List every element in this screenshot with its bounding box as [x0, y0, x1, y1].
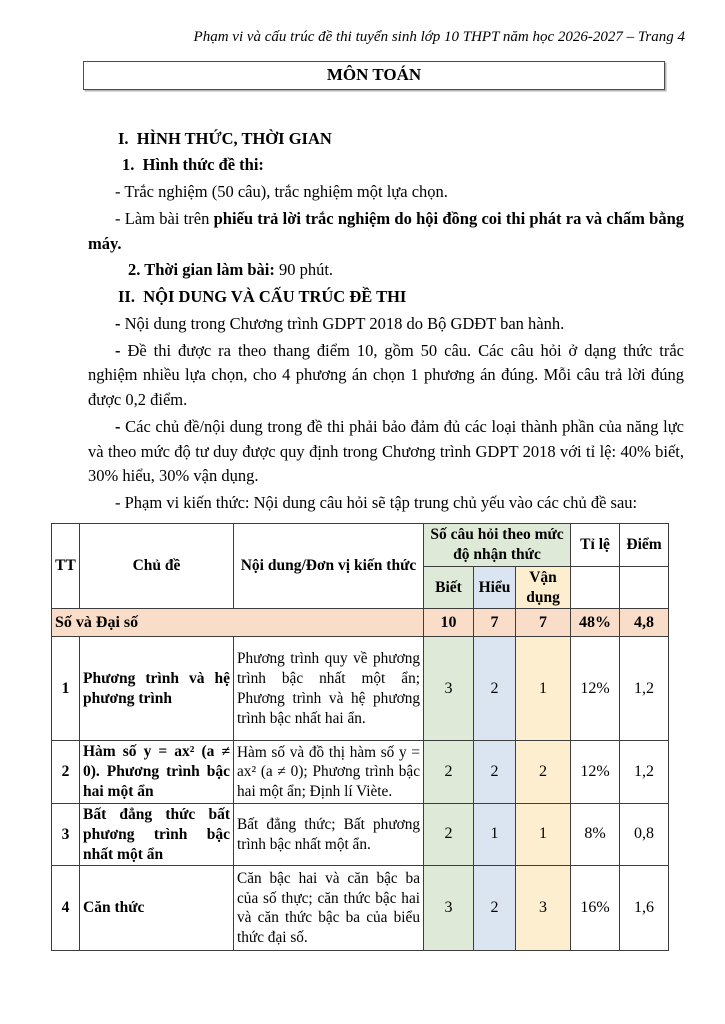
header-cell-score-spacer: [620, 566, 669, 609]
row-apply: 1: [516, 637, 571, 741]
subsection-heading-1: 1. Hình thức đề thi:: [122, 155, 264, 175]
row-content: Phương trình quy về phương trình bậc nhất một ẩn; Phương trình và hệ phương trình bậc nhất hai ẩn.: [234, 637, 424, 741]
document-body: [88, 127, 684, 516]
table-row: [52, 741, 669, 803]
header-cell-ratio: Tỉ lệ: [571, 523, 620, 566]
subject-title-box: [83, 61, 665, 90]
row-know: 3: [424, 866, 474, 951]
row-tt: 2: [52, 741, 80, 803]
row-know: 3: [424, 637, 474, 741]
row-topic: Căn thức: [80, 866, 234, 951]
row-content: Hàm số và đồ thị hàm số y = ax² (a ≠ 0); Phương trình bậc hai một ẩn; Định lí Viète.: [234, 741, 424, 803]
row-content: Căn bậc hai và căn bậc ba của số thực; căn thức bậc hai và căn thức bậc ba của biểu thức đại số.: [234, 866, 424, 951]
row-understand: 2: [474, 637, 516, 741]
row-topic: Hàm số y = ax² (a ≠ 0). Phương trình bậc hai một ẩn: [80, 741, 234, 803]
section-heading-2: II. NỘI DUNG VÀ CẤU TRÚC ĐỀ THI: [118, 287, 407, 306]
section-heading-1: I. HÌNH THỨC, THỜI GIAN: [118, 128, 332, 148]
header-cell-apply: Vận dụng: [516, 566, 571, 609]
row-understand: 2: [474, 866, 516, 951]
subject-title: MÔN TOÁN: [326, 64, 422, 84]
row-apply: 1: [516, 803, 571, 865]
row-apply: 3: [516, 866, 571, 951]
summary-know: 10: [424, 609, 474, 637]
summary-apply: 7: [516, 609, 571, 637]
table-row: [52, 637, 669, 741]
row-ratio: 16%: [571, 866, 620, 951]
row-ratio: 8%: [571, 803, 620, 865]
paragraph-content-1: - Nội dung trong Chương trình GDPT 2018 do Bộ GDĐT ban hành.: [115, 313, 565, 333]
row-know: 2: [424, 803, 474, 865]
header-cell-score: Điểm: [620, 523, 669, 566]
summary-score: 4,8: [620, 609, 669, 637]
row-ratio: 12%: [571, 741, 620, 803]
summary-understand: 7: [474, 609, 516, 637]
header-cell-know: Biết: [424, 566, 474, 609]
header-cell-topic: Chủ đề: [80, 523, 234, 609]
row-topic: Phương trình và hệ phương trình: [80, 637, 234, 741]
table-row: [52, 803, 669, 865]
paragraph-content-3: - Các chủ đề/nội dung trong đề thi phải bảo đảm đủ các loại thành phần của năng lực và theo mức độ tư duy được quy định trong Chương trình GDPT 2018 với tỉ lệ: 40% biết, 30% hiểu, 30% vận dụng.: [88, 416, 684, 486]
summary-row: [52, 609, 669, 637]
table-row: [52, 866, 669, 951]
row-score: 0,8: [620, 803, 669, 865]
header-cell-tt: TT: [52, 523, 80, 609]
paragraph-test-format-1: - Trắc nghiệm (50 câu), trắc nghiệm một lựa chọn.: [115, 182, 448, 201]
row-know: 2: [424, 741, 474, 803]
row-ratio: 12%: [571, 637, 620, 741]
paragraph-content-2: - Đề thi được ra theo thang điểm 10, gồm 50 câu. Các câu hỏi ở dạng thức trắc nghiệm nhiều lựa chọn, cho 4 phương án chọn 1 phương án đúng. Mỗi câu trả lời đúng được 0,2 điểm.: [88, 340, 685, 409]
exam-structure-table: [51, 523, 669, 952]
row-tt: 4: [52, 866, 80, 951]
row-understand: 1: [474, 803, 516, 865]
paragraph-test-format-2: - Làm bài trên phiếu trả lời trắc nghiệm do hội đồng coi thi phát ra và chấm bằng máy.: [88, 208, 684, 253]
row-apply: 2: [516, 741, 571, 803]
row-score: 1,6: [620, 866, 669, 951]
header-cell-content: Nội dung/Đơn vị kiến thức: [234, 523, 424, 609]
subsection-heading-2: 2. Thời gian làm bài: 90 phút.: [128, 260, 334, 280]
summary-label: Số và Đại số: [52, 609, 424, 637]
header-cell-understand: Hiểu: [474, 566, 516, 609]
row-tt: 3: [52, 803, 80, 865]
row-tt: 1: [52, 637, 80, 741]
header-cell-ratio-spacer: [571, 566, 620, 609]
row-score: 1,2: [620, 741, 669, 803]
paragraph-scope: - Phạm vi kiến thức: Nội dung câu hỏi sẽ tập trung chủ yếu vào các chủ đề sau:: [115, 493, 638, 512]
running-header: Phạm vi và cấu trúc đề thi tuyển sinh lớp 10 THPT năm học 2026-2027 – Trang 4: [193, 29, 685, 45]
row-content: Bất đẳng thức; Bất phương trình bậc nhất một ẩn.: [234, 803, 424, 865]
header-cell-levels-group: Số câu hỏi theo mức độ nhận thức: [424, 523, 571, 566]
row-understand: 2: [474, 741, 516, 803]
row-score: 1,2: [620, 637, 669, 741]
table-header-row-1: [52, 523, 669, 566]
summary-ratio: 48%: [571, 609, 620, 637]
row-topic: Bất đẳng thức bất phương trình bậc nhất một ẩn: [80, 803, 234, 865]
